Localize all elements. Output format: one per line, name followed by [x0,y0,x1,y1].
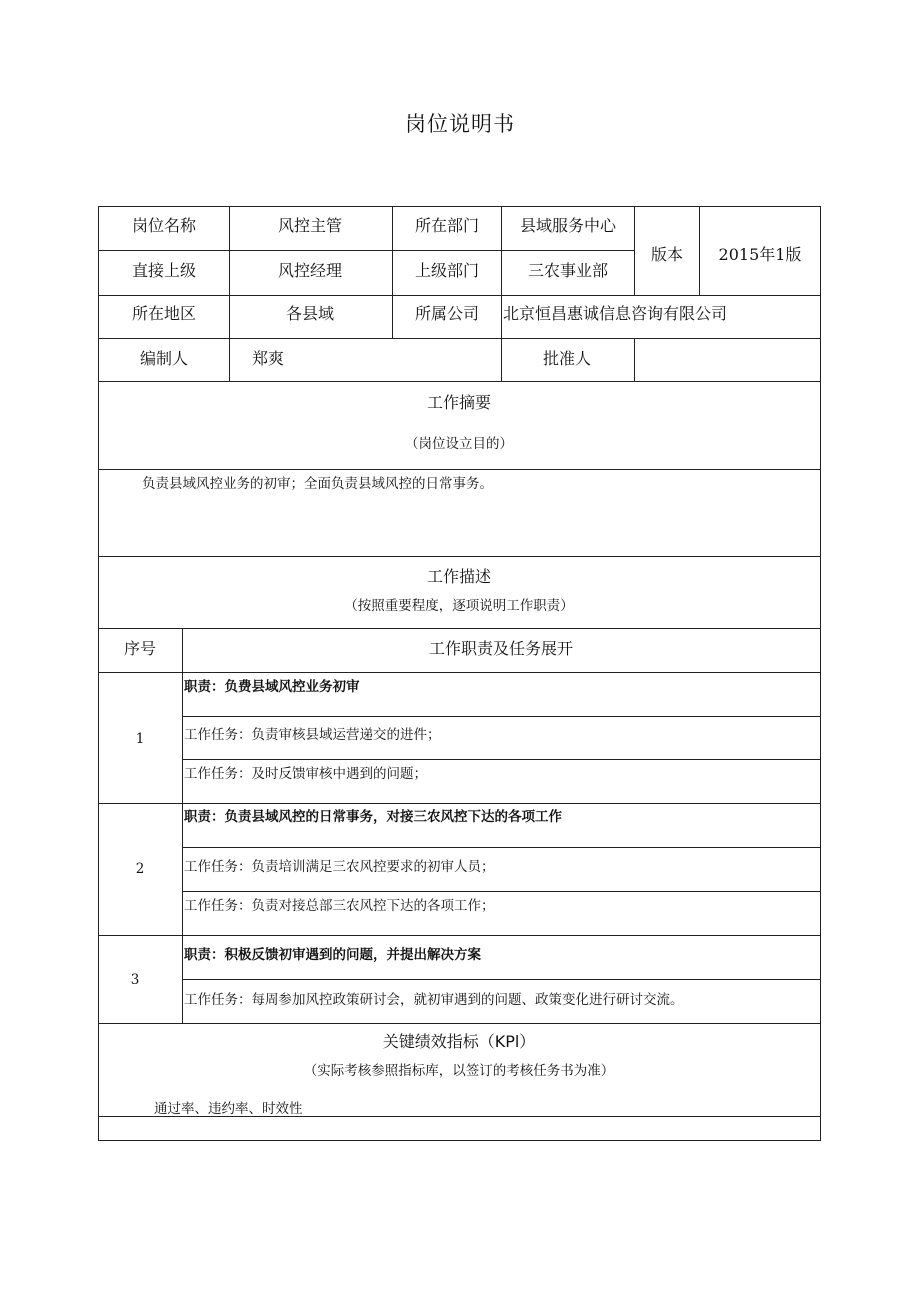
superior-value: 风控经理 [277,261,343,280]
superior-label: 直接上级 [131,261,197,280]
task-text: 工作任务：及时反馈审核中遇到的问题； [184,766,427,782]
duty-text: 职责：负责县域风控的日常事务，对接三农风控下达的各项工作 [184,809,562,825]
version-label: 版本 [650,245,684,264]
item-number: 1 [135,731,145,747]
department-value: 县域服务中心 [519,216,617,235]
author-value: 郑爽 [252,349,285,368]
company-label: 所属公司 [414,304,480,323]
job-description-table [98,206,821,1141]
task-text: 工作任务：负责对接总部三农风控下达的各项工作； [184,898,495,914]
description-subheading: （按照重要程度，逐项说明工作职责） [344,598,574,614]
col-no-header: 序号 [123,639,157,658]
item-number: 2 [135,861,145,877]
post-name-label: 岗位名称 [131,216,197,235]
summary-heading: 工作摘要 [426,393,492,412]
duty-text: 职责：积极反馈初审遇到的问题，并提出解决方案 [184,947,481,963]
task-text: 工作任务：负责审核县域运营递交的进件； [184,727,441,743]
task-text: 工作任务：每周参加风控政策研讨会，就初审遇到的问题、政策变化进行研讨交流。 [184,992,684,1008]
company-value: 北京恒昌惠诚信息咨询有限公司 [503,304,728,323]
kpi-heading: 关键绩效指标（KPl） [382,1032,536,1051]
post-name-value: 风控主管 [277,216,343,235]
kpi-subheading: （实际考核参照指标库，以签订的考核任务书为准） [303,1063,615,1079]
department-label: 所在部门 [414,216,480,235]
summary-content: 负责县域风控业务的初审；全面负责县域风控的日常事务。 [142,476,493,492]
author-label: 编制人 [139,349,189,368]
page-title: 岗位说明书 [405,112,515,136]
summary-subheading: （岗位设立目的） [405,436,513,452]
approver-label: 批准人 [542,349,592,368]
description-heading: 工作描述 [426,567,492,586]
item-number: 3 [130,972,140,988]
superior-dept-label: 上级部门 [414,261,480,280]
version-value: 2015年1版 [718,245,802,264]
superior-dept-value: 三农事业部 [527,261,609,280]
task-text: 工作任务：负责培训满足三农风控要求的初审人员； [184,859,495,875]
col-duty-header: 工作职责及任务展开 [428,639,574,658]
region-label: 所在地区 [131,304,197,323]
kpi-content: 通过率、违约率、时效性 [154,1101,303,1117]
region-value: 各县域 [285,304,335,323]
duty-text: 职责：负费县域风控业务初审 [184,679,360,695]
